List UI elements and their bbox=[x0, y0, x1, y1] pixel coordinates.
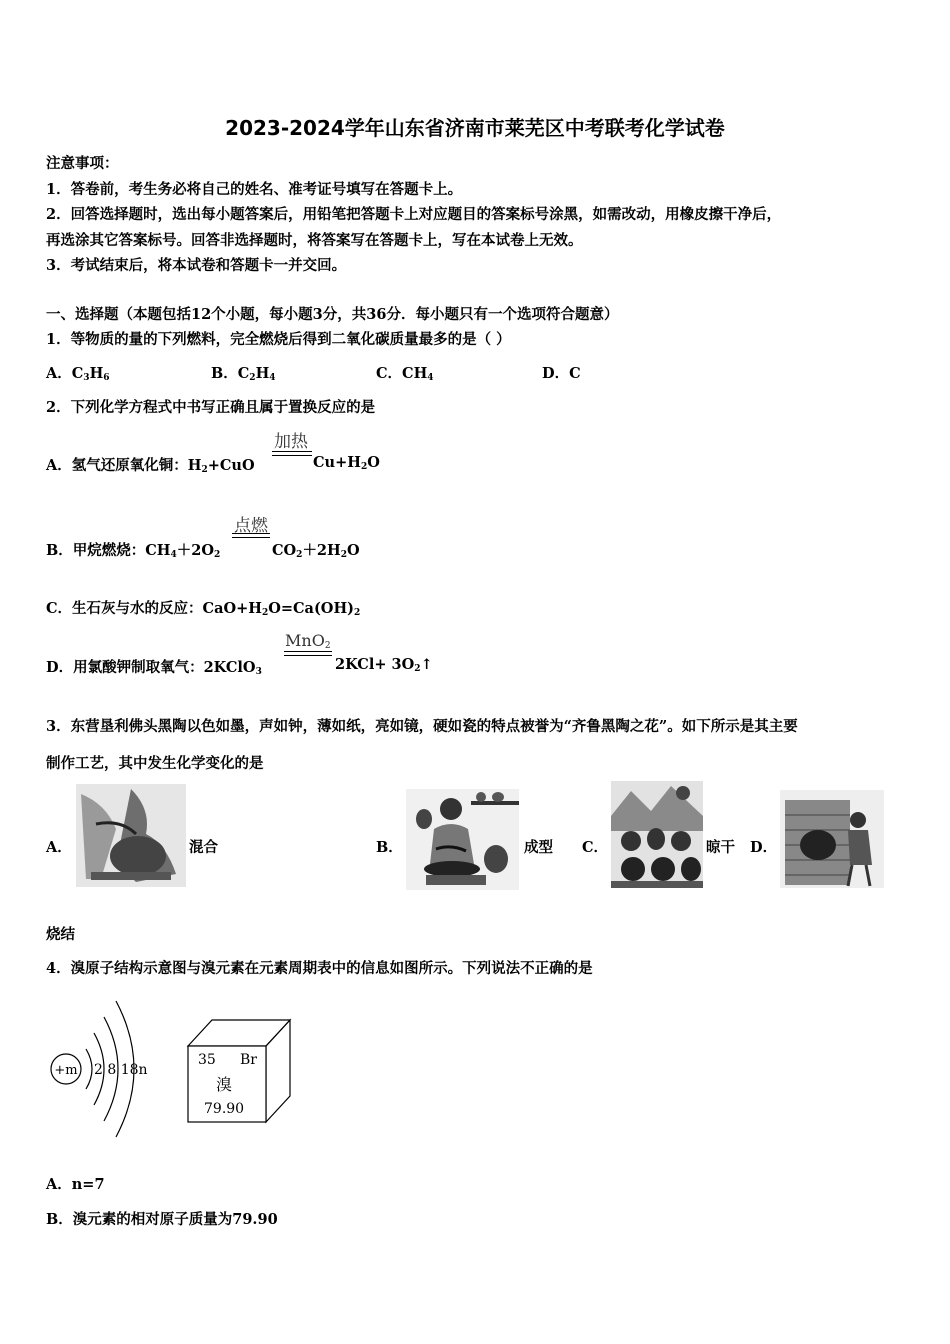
kneading-clay-image bbox=[76, 784, 186, 887]
firing-kiln-image bbox=[780, 790, 884, 888]
q2-option-d: D．用氯酸钾制取氧气：2KClO$_3$ bbox=[46, 659, 262, 677]
q2-a-products: $Cu+H_2O$ bbox=[313, 454, 380, 472]
q2-b-condition: 点燃 bbox=[234, 516, 268, 536]
q2-a-condition: 加热 bbox=[274, 432, 308, 452]
notice-line-1: 1．答卷前，考生务必将自己的姓名、准考证号填写在答题卡上。 bbox=[46, 181, 463, 198]
q1-option-b: B．$C_2H_4$ bbox=[211, 365, 276, 383]
q2-b-equals-sign bbox=[232, 533, 270, 538]
section-heading: 一、选择题（本题包括12个小题，每小题3分，共36分．每小题只有一个选项符合题意） bbox=[46, 306, 619, 323]
q4-option-a: A．n=7 bbox=[46, 1176, 105, 1193]
q3-option-b-text: 成型 bbox=[524, 839, 553, 856]
element-name: 溴 bbox=[216, 1075, 233, 1094]
shaping-pottery-image bbox=[406, 789, 519, 890]
element-symbol: Br bbox=[240, 1052, 257, 1068]
q2-b-products: $CO_2+2H_2O$ bbox=[272, 542, 360, 560]
q3-stem-line-2: 制作工艺，其中发生化学变化的是 bbox=[46, 755, 264, 772]
electron-shell-1 bbox=[86, 1049, 92, 1089]
q2-a-equals-sign bbox=[272, 451, 312, 456]
q2-d-products: $2KCl+ 3O_2↑$ bbox=[335, 656, 433, 674]
q3-option-b-label: B． bbox=[376, 839, 403, 856]
q2-option-a: A．氢气还原氧化铜：$H_2+CuO$ bbox=[46, 457, 255, 475]
q2-option-c: C．生石灰与水的反应：$CaO+H_2O=Ca(OH)_2$ bbox=[46, 600, 361, 618]
q1-stem: 1．等物质的量的下列燃料，完全燃烧后得到二氧化碳质量最多的是（ ） bbox=[46, 331, 511, 348]
atomic-number: 35 bbox=[198, 1052, 216, 1068]
q3-option-a-label: A． bbox=[46, 839, 72, 856]
q2-option-b: B．甲烷燃烧：$CH_4+2O_2$ bbox=[46, 542, 221, 560]
q1-option-d: D．C bbox=[542, 365, 581, 382]
q3-stem-line-1: 3．东营垦利佛头黑陶以色如墨，声如钟，薄如纸，亮如镜，硬如瓷的特点被誉为“齐鲁黑陶之花”。如下所示是其主要 bbox=[46, 718, 798, 735]
q3-option-c-label: C． bbox=[582, 839, 609, 856]
page-title: 2023-2024学年山东省济南市莱芜区中考联考化学试卷 bbox=[225, 116, 725, 140]
q2-d-equals-sign bbox=[284, 651, 332, 656]
q2-d-condition: MnO$_2$ bbox=[285, 631, 331, 651]
q4-option-b: B．溴元素的相对原子质量为79.90 bbox=[46, 1211, 278, 1228]
q3-option-a-text: 混合 bbox=[189, 839, 218, 856]
drying-pottery-image bbox=[611, 781, 703, 888]
cell-side-face bbox=[266, 1020, 290, 1122]
notice-line-3: 3．考试结束后，将本试卷和答题卡一并交回。 bbox=[46, 257, 347, 274]
q1-option-c: C．$CH_4$ bbox=[376, 365, 434, 383]
q3-option-d-text: 烧结 bbox=[46, 926, 75, 943]
notice-heading: 注意事项： bbox=[46, 155, 119, 172]
notice-line-2a: 2．回答选择题时，选出每小题答案后，用铅笔把答题卡上对应题目的答案标号涂黑，如需改动，用橡皮擦干净后， bbox=[46, 206, 782, 223]
q3-option-d-label: D． bbox=[750, 839, 778, 856]
q1-option-a: A．$C_3H_6$ bbox=[46, 365, 110, 383]
q4-stem: 4．溴原子结构示意图与溴元素在元素周期表中的信息如图所示。下列说法不正确的是 bbox=[46, 960, 593, 977]
atomic-mass: 79.90 bbox=[204, 1101, 245, 1117]
cell-top-face bbox=[188, 1020, 290, 1046]
bromine-atom-structure-diagram bbox=[46, 995, 176, 1143]
nucleus-charge: +m bbox=[54, 1063, 78, 1078]
electron-counts: 2 8 18n bbox=[94, 1062, 148, 1078]
q2-stem: 2．下列化学方程式中书写正确且属于置换反应的是 bbox=[46, 399, 376, 416]
bromine-periodic-table-cell bbox=[184, 1016, 294, 1126]
notice-line-2b: 再选涂其它答案标号。回答非选择题时，将答案写在答题卡上，写在本试卷上无效。 bbox=[46, 232, 583, 249]
q3-option-c-text: 晾干 bbox=[706, 839, 735, 856]
